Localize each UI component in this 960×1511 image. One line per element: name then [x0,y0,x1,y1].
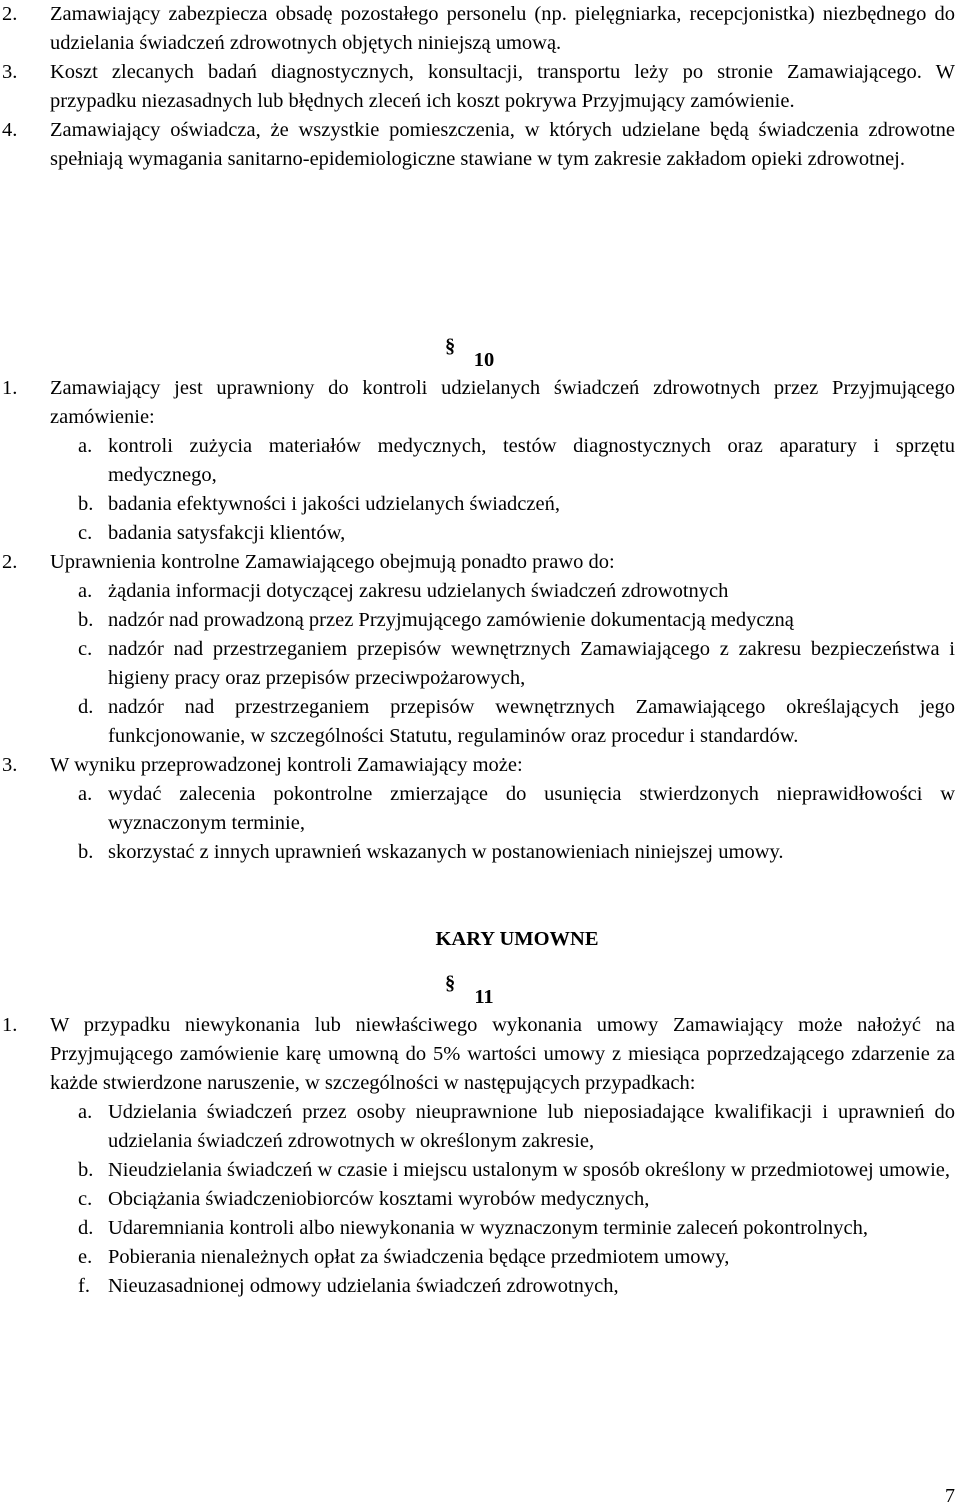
item-text: W wyniku przeprowadzonej kontroli Zamawiający może: [50,754,523,776]
section-sign: § [445,972,456,994]
sub-item [78,1272,955,1301]
sub-item-letter: d. [78,1217,94,1239]
sub-item-text: Nieudzielania świadczeń w czasie i miejscu ustalonym w sposób określony w przedmiotowej umowie, [108,1159,950,1181]
sub-item-letter: c. [78,638,93,660]
sub-item-letter: f. [78,1275,90,1297]
sub-item-letter: a. [78,783,93,805]
sub-item [78,693,955,751]
item-number: 3. [2,754,18,776]
sub-item [78,519,955,548]
list-item [0,1011,955,1098]
item-text: Zamawiający zabezpiecza obsadę pozostałego personelu (np. pielęgniarka, recepcjonistka) niezbędnego do udzielania świadczeń zdrowotnych objętych niniejszą umową. [50,3,955,54]
section-10-body [0,374,955,867]
item-text: Zamawiający jest uprawniony do kontroli udzielanych świadczeń zdrowotnych przez Przyjmującego zamówienie: [50,377,955,428]
sub-item-text: Nieuzasadnionej odmowy udzielania świadczeń zdrowotnych, [108,1275,619,1297]
list-item [0,116,955,174]
item-number: 1. [2,1014,18,1036]
heading-kary-umowne: KARY UMOWNE [435,928,599,950]
section-number: 11 [474,986,494,1008]
section-11-number [445,972,509,1012]
sub-item-text: badania efektywności i jakości udzielanych świadczeń, [108,493,560,515]
sub-item-letter: a. [78,435,93,457]
sub-item-letter: b. [78,609,94,631]
sub-item-letter: c. [78,1188,93,1210]
list-item [0,374,955,432]
sub-item-letter: a. [78,580,93,602]
sub-item-letter: b. [78,493,94,515]
sub-item-text: wydać zalecenia pokontrolne zmierzające do usunięcia stwierdzonych nieprawidłowości w wyznaczonym terminie, [108,783,955,834]
sub-item-letter: e. [78,1246,93,1268]
list-item [0,751,955,780]
sub-item-text: kontroli zużycia materiałów medycznych, testów diagnostycznych oraz aparatury i sprzętu medycznego, [108,435,955,486]
item-number: 2. [2,551,18,573]
sub-item-text: Udzielania świadczeń przez osoby nieuprawnione lub nieposiadające kwalifikacji i uprawnień do udzielania świadczeń zdrowotnych w określonym zakresie, [108,1101,955,1152]
sub-item-text: badania satysfakcji klientów, [108,522,346,544]
sub-item-letter: a. [78,1101,93,1123]
sub-item [78,1156,955,1185]
sub-item [78,490,955,519]
section-sign: § [445,335,456,357]
item-number: 4. [2,119,18,141]
sub-item-text: Obciążania świadczeniobiorców kosztami wyrobów medycznych, [108,1188,650,1210]
item-text: W przypadku niewykonania lub niewłaściwego wykonania umowy Zamawiający może nałożyć na Przyjmującego zamówienie karę umowną do 5% wartości umowy z miesiąca poprzedzającego zdarzenie za każde stwierdzone naruszenie, w szczególności w następujących przypadkach: [50,1014,955,1094]
sub-item [78,432,955,490]
sub-item [78,1098,955,1156]
top-list [0,0,955,174]
sub-item [78,838,955,867]
sub-item-text: nadzór nad prowadzoną przez Przyjmującego zamówienie dokumentacją medyczną [108,609,794,631]
sub-item [78,577,955,606]
sub-item-text: skorzystać z innych uprawnień wskazanych w postanowieniach niniejszej umowy. [108,841,784,863]
section-10-number [445,335,509,375]
list-item [0,0,955,58]
section-11-body [0,1011,955,1301]
item-text: Uprawnienia kontrolne Zamawiającego obejmują ponadto prawo do: [50,551,615,573]
sub-item-text: Pobierania nienależnych opłat za świadczenia będące przedmiotem umowy, [108,1246,730,1268]
sub-item-letter: c. [78,522,93,544]
sub-item [78,780,955,838]
page-number: 7 [945,1485,955,1507]
item-text: Zamawiający oświadcza, że wszystkie pomieszczenia, w których udzielane będą świadczenia zdrowotne spełniają wymagania sanitarno-epidemiologiczne stawiane w tym zakresie zakładom opieki zdrowotnej. [50,119,955,170]
item-number: 1. [2,377,18,399]
sub-item [78,606,955,635]
sub-item [78,1214,955,1243]
sub-item-text: nadzór nad przestrzeganiem przepisów wewnętrznych Zamawiającego z zakresu bezpieczeństwa i higieny pracy oraz przepisów przeciwpożarowych, [108,638,955,689]
item-number: 3. [2,61,18,83]
sub-item-letter: b. [78,841,94,863]
sub-item-text: nadzór nad przestrzeganiem przepisów wewnętrznych Zamawiającego określających jego funkcjonowanie, w szczególności Statutu, regulaminów oraz procedur i standardów. [108,696,955,747]
sub-item-text: Udaremniania kontroli albo niewykonania w wyznaczonym terminie zaleceń pokontrolnych, [108,1217,868,1239]
item-number: 2. [2,3,18,25]
sub-item [78,1185,955,1214]
sub-item-letter: d. [78,696,94,718]
section-number: 10 [473,349,495,371]
sub-item [78,1243,955,1272]
item-text: Koszt zlecanych badań diagnostycznych, konsultacji, transportu leży po stronie Zamawiającego. W przypadku niezasadnych lub błędnych zleceń ich koszt pokrywa Przyjmujący zamówienie. [50,61,955,112]
list-item [0,58,955,116]
sub-item [78,635,955,693]
list-item [0,548,955,577]
sub-item-text: żądania informacji dotyczącej zakresu udzielanych świadczeń zdrowotnych [108,580,729,602]
sub-item-letter: b. [78,1159,94,1181]
